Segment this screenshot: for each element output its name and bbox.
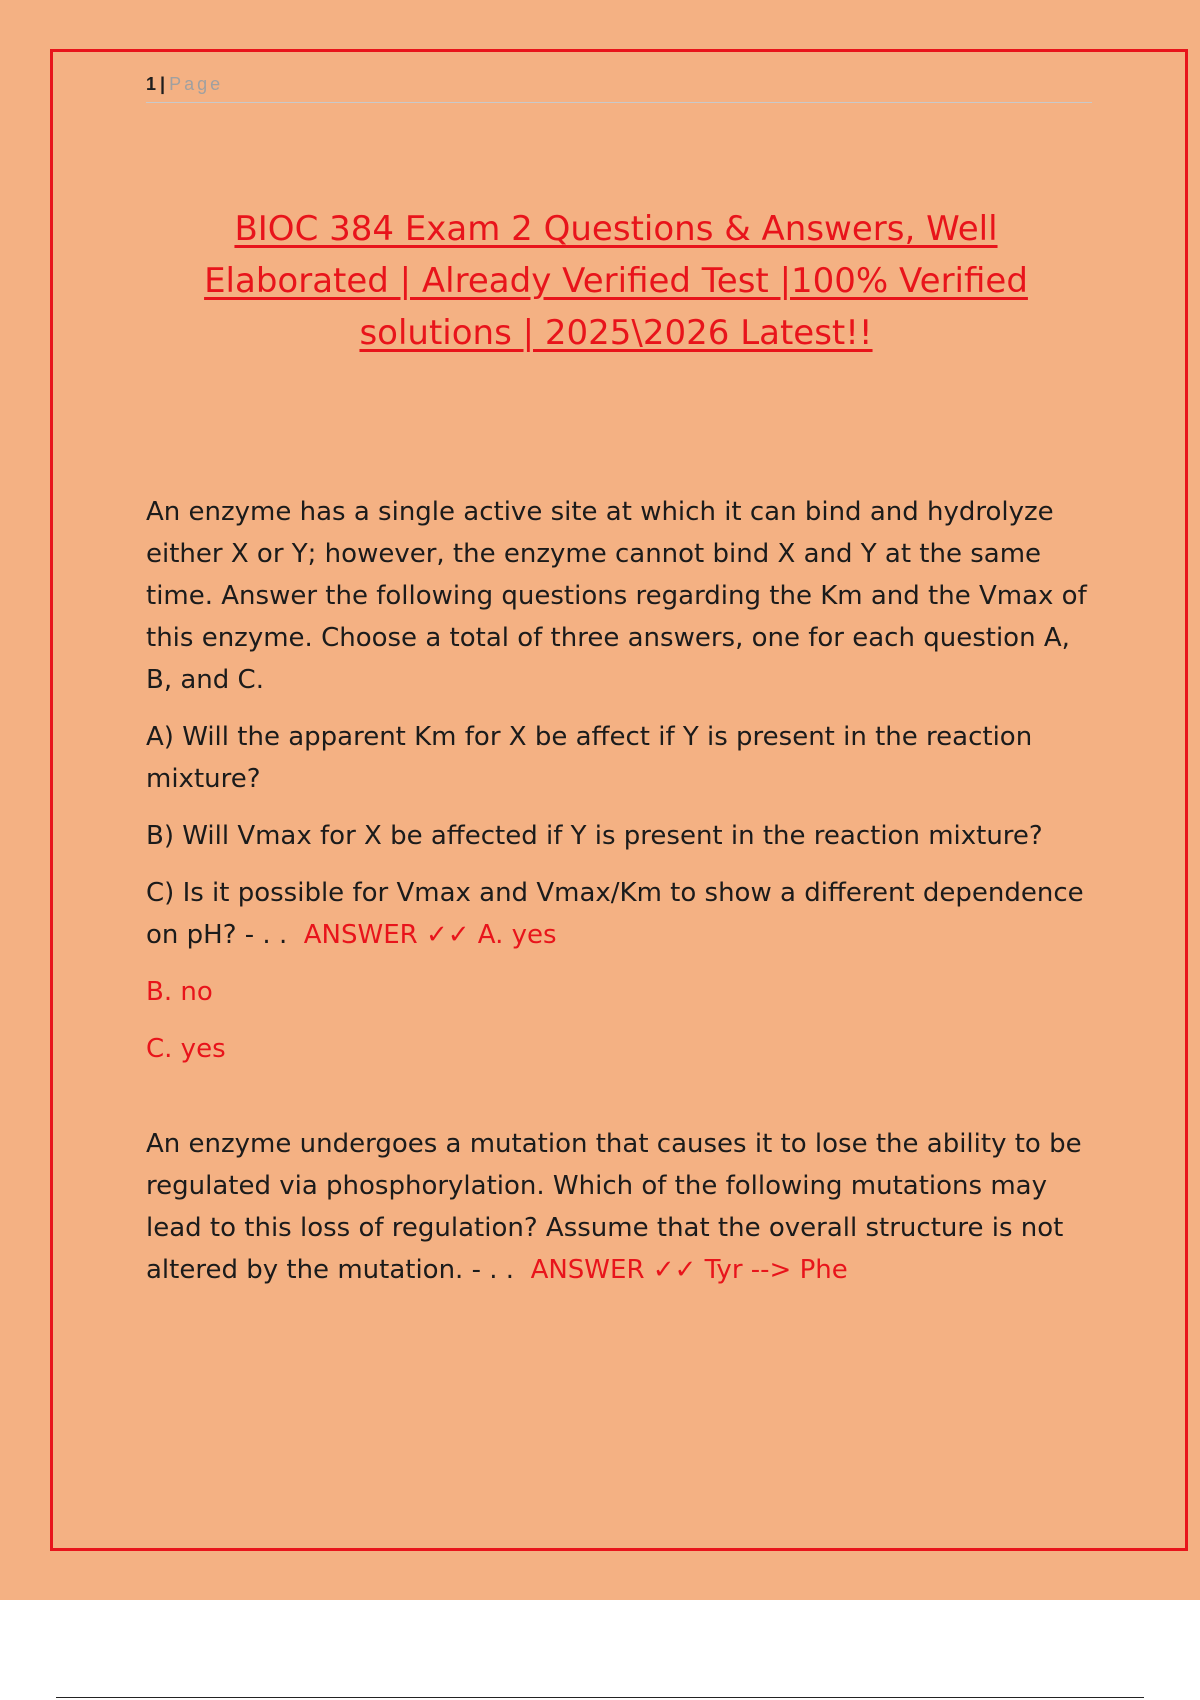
question-block-2 xyxy=(146,1123,1096,1291)
question-part-c-text: C) Is it possible for Vmax and Vmax/Km to show a different dependence on pH? - . . xyxy=(146,878,1084,950)
answer-text: ANSWER ✓✓ Tyr --> Phe xyxy=(530,1255,848,1285)
page-number: 1 xyxy=(146,74,157,94)
answer-text: ANSWER ✓✓ A. yes xyxy=(303,920,557,950)
question-stem: An enzyme has a single active site at which it can bind and hydrolyze either X or Y; however, the enzyme cannot bind X and Y at the same time. Answer the following questions regarding the Km and the Vmax of this enzyme. Choose a total of three answers, one for each question A, B, and C. xyxy=(146,497,1087,695)
document-title: BIOC 384 Exam 2 Questions & Answers, Well Elaborated | Already Verified Test |100% Verified solutions | 2025\2026 Latest!! xyxy=(204,209,1028,353)
answer-line: B. no xyxy=(146,977,213,1007)
question-stem-text: An enzyme undergoes a mutation that causes it to lose the ability to be regulated via phosphorylation. Which of the following mutations may lead to this loss of regulation? Assume that the overall structure is not altered by the mutation. - . . xyxy=(146,1129,1082,1285)
document-body xyxy=(146,491,1096,1306)
page-label: Page xyxy=(169,74,224,94)
page-separator: | xyxy=(160,74,166,94)
answer-line: C. yes xyxy=(146,1034,226,1064)
question-part-a: A) Will the apparent Km for X be affect if Y is present in the reaction mixture? xyxy=(146,722,1033,794)
question-stem xyxy=(146,1123,1096,1291)
spacer xyxy=(146,1085,1096,1123)
question-part-b: B) Will Vmax for X be affected if Y is present in the reaction mixture? xyxy=(146,821,1043,851)
page-header xyxy=(146,74,1092,103)
question-block-1 xyxy=(146,491,1096,1070)
question-part-c xyxy=(146,872,1096,956)
footer-divider xyxy=(56,1697,1144,1698)
